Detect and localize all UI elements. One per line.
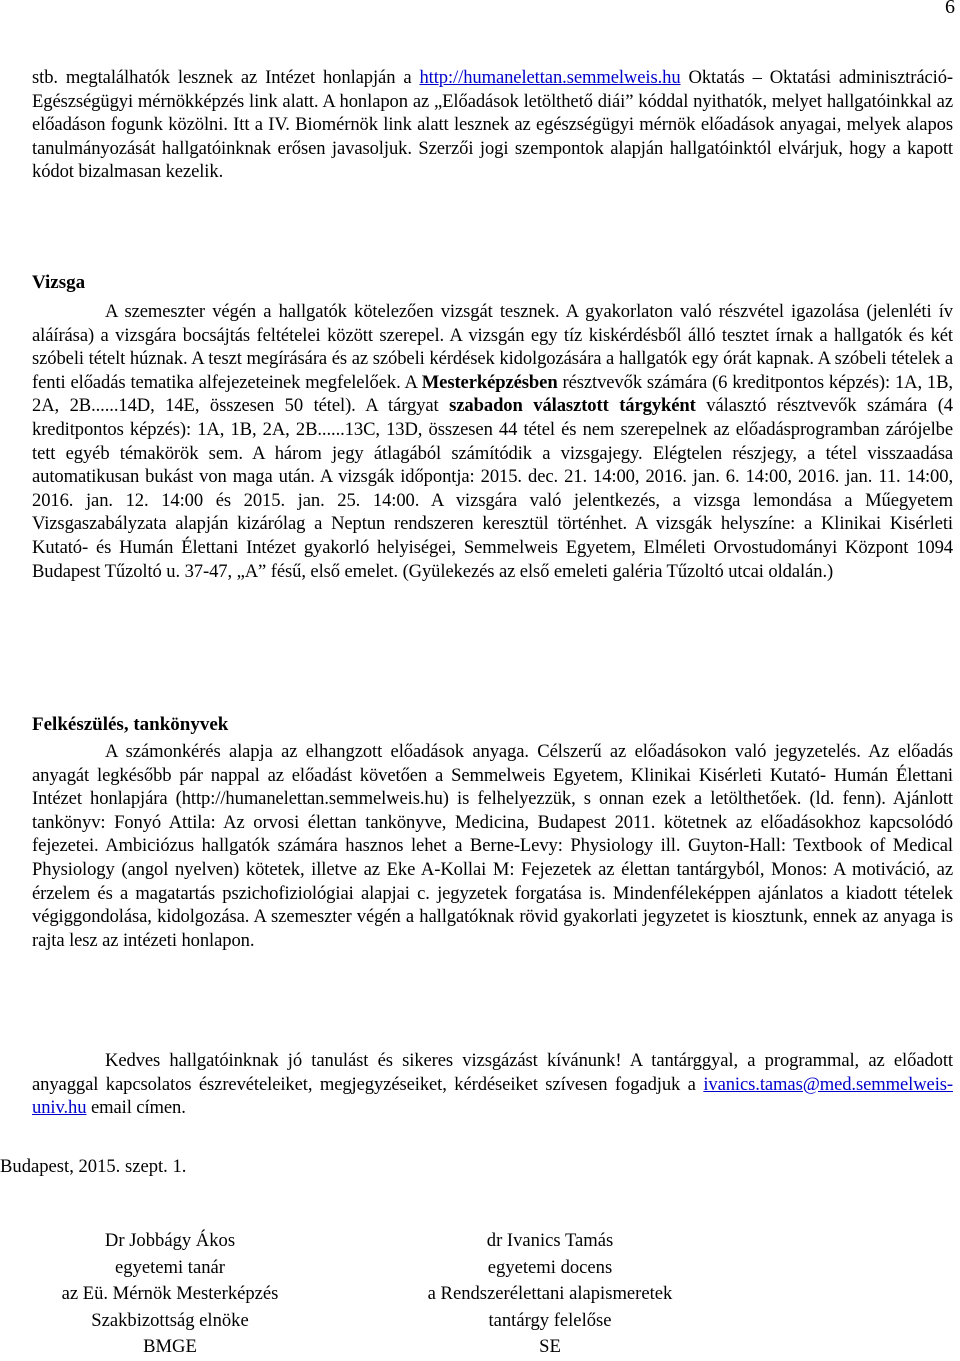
signature-right bbox=[390, 1228, 710, 1361]
signature-right-line: dr Ivanics Tamás bbox=[486, 1230, 614, 1251]
signature-left bbox=[20, 1228, 320, 1361]
vizsga-paragraph bbox=[32, 300, 953, 583]
closing-text-b: email címen. bbox=[86, 1097, 186, 1119]
institute-link[interactable]: http://humanelettan.semmelweis.hu bbox=[419, 67, 681, 88]
intro-text-b: Oktatás – Oktatási adminisztráció-Egészségügyi mérnökképzés link alatt. A honlapon az „Előadások letölthető diái” kóddal nyithatók, melyet hallgatóinkkal az előadáson fogunk közölni. Itt a IV. Biomérnök link alatt lesznek az egészségügyi mérnök előadások anyagai, melyek alapos tanulmányozását hallgatóinknak erősen javasoljuk. Szerzői jogi szempontok alapján hallgatóinktól elvárjuk, hogy a kapott kódot bizalmasan kezelik. bbox=[32, 67, 953, 183]
signature-left-line: az Eü. Mérnök Mesterképzés bbox=[61, 1283, 279, 1305]
felkeszules-heading: Felkészülés, tankönyvek bbox=[32, 714, 229, 735]
felkeszules-paragraph bbox=[32, 740, 953, 952]
closing-paragraph bbox=[32, 1049, 953, 1120]
signature-left-line: BMGE bbox=[143, 1336, 197, 1358]
vizsga-bold-mesterkepzes: Mesterképzésben bbox=[421, 371, 558, 393]
vizsga-heading: Vizsga bbox=[32, 272, 86, 293]
document-date: Budapest, 2015. szept. 1. bbox=[0, 1156, 187, 1177]
email-link[interactable]: ivanics.tamas@med.semmelweis-univ.hu bbox=[32, 1073, 953, 1119]
signature-right-line: SE bbox=[539, 1336, 561, 1358]
vizsga-text-a: A szemeszter végén a hallgatók kötelezően vizsgát tesznek. A gyakorlaton való részvétel igazolása (jelenléti ív aláírása) a vizsgára bocsájtás feltételei között szerepel. A vizsgán egy tíz kiskérdésből álló tesztet írnak a hallgatók és két szóbeli tételt húznak. A teszt megírására és az szóbeli kérdések kidolgozására a hallgatók egy órát kapnak. A szóbeli tételek a fenti előadás tematika alfejezeteinek megfelelőek. A bbox=[32, 301, 953, 393]
vizsga-bold-szabadon: szabadon választott tárgyként bbox=[449, 395, 696, 417]
felkeszules-text: A számonkérés alapja az elhangzott előadások anyaga. Célszerű az előadásokon való jegyzetelés. Az előadás anyagát legkésőbb pár nappal az előadást követően a Semmelweis Egyetem, Klinikai Kisérleti Kutató- Humán Élettani Intézet honlapjára (http://humanelettan.semmelweis.hu) is felhelyezzük, s onnan ezek a letölthetőek. (ld. fenn). Ajánlott tankönyv: Fonyó Attila: Az orvosi élettan tankönyve, Medicina, Budapest 2011. kötetnek az előadásokhoz kapcsolódó fejezetei. Ambiciózus hallgatók számára hasznos lehet a Berne-Levy: Physiology ill. Guyton-Hall: Textbook of Medical Physiology (angol nyelven) kötetek, illetve az Eke A-Kollai M: Fejezetek az élettan tantárgyból, Monos: A motiváció, az érzelem és a magatartás pszichofiziológiai alapjai c. jegyzetek forgatása is. Mindenféleképpen ajánlatos a kiadott tételek végiggondolása, kidolgozása. A szemeszter végén a hallgatóknak rövid gyakorlati jegyzetet is kiosztunk, ennek az anyaga is rajta lesz az intézeti honlapon. bbox=[32, 741, 953, 951]
closing-text-a: Kedves hallgatóinknak jó tanulást és sikeres vizsgázást kívánunk! A tantárggyal, a programmal, az előadott anyaggal kapcsolatos észrevételeiket, megjegyzéseiket, kérdéseiket szívesen fogadjuk a bbox=[32, 1050, 953, 1095]
intro-paragraph bbox=[32, 66, 953, 184]
page-number: 6 bbox=[945, 0, 955, 18]
signature-right-line: egyetemi docens bbox=[487, 1256, 613, 1278]
signature-left-line: Szakbizottság elnöke bbox=[91, 1309, 249, 1331]
signature-left-line: egyetemi tanár bbox=[115, 1256, 225, 1278]
intro-text-a: stb. megtalálhatók lesznek az Intézet honlapján a bbox=[32, 67, 420, 88]
signature-right-line: a Rendszerélettani alapismeretek bbox=[427, 1283, 673, 1305]
vizsga-text-b: résztvevők számára (6 kreditpontos képzés): 1A, 1B, 2A, 2B......14D, 14E, összesen 50 tétel). A tárgyat bbox=[32, 371, 953, 417]
signature-left-line: Dr Jobbágy Ákos bbox=[104, 1230, 236, 1251]
signature-right-line: tantárgy felelőse bbox=[488, 1309, 612, 1331]
vizsga-text-c: választó résztvevők számára (4 kreditpontos képzés): 1A, 1B, 2A, 2B......13C, 13D, összesen 44 tétel és nem szerepelnek az előadásprogramban zárójelbe tett egyéb témakörök sem. A három jegy átlagából számítódik a vizsgajegy. Elégtelen részjegy, a tétel visszaadása automatikusan bukást von maga után. A vizsgák időpontja: 2015. dec. 21. 14:00, 2016. jan. 6. 14:00, 2016. jan. 11. 14:00, 2016. jan. 12. 14:00 és 2015. jan. 25. 14:00. A vizsgára való jelentkezés, a vizsga lemondása a Műegyetem Vizsgaszabályzata alapján kizárólag a Neptun rendszeren keresztül történhet. A vizsgák helyszíne: a Klinikai Kisérleti Kutató- és Humán Élettani Intézet gyakorló helyiségei, Semmelweis Egyetem, Elméleti Orvostudományi Központ 1094 Budapest Tűzoltó u. 37-47, „A” fésű, első emelet. (Gyülekezés az első emeleti galéria Tűzoltó utcai oldalán.) bbox=[32, 395, 953, 582]
